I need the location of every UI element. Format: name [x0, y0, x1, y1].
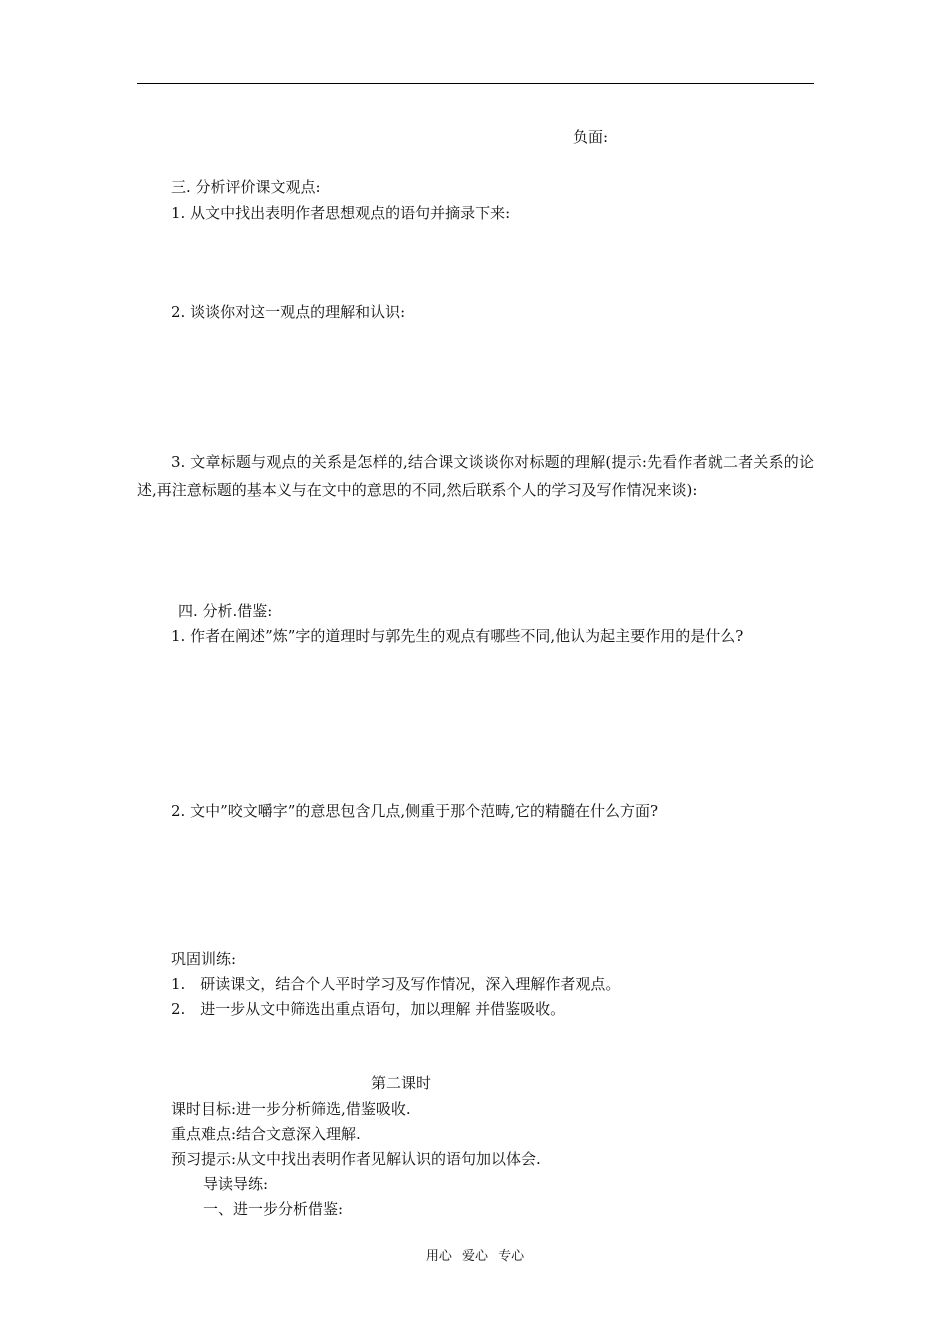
lesson2-step-1: 一、进一步分析借鉴: — [203, 1200, 344, 1218]
practice-item-1: 1. 研读课文，结合个人平时学习及写作情况，深入理解作者观点。 — [171, 975, 621, 993]
lesson2-preview: 预习提示:从文中找出表明作者见解认识的语句加以体会. — [171, 1150, 541, 1168]
lesson2-title: 第二课时 — [371, 1074, 432, 1092]
section3-question-3: 3. 文章标题与观点的关系是怎样的,结合课文谈谈你对标题的理解(提示:先看作者就二者关系的论述,再注意标题的基本义与在文中的意思的不同,然后联系个人的学习及写作情况来谈): — [137, 453, 814, 499]
lesson2-guide: 导读导练: — [203, 1175, 269, 1193]
practice-heading: 巩固训练: — [171, 950, 237, 968]
practice-item-2: 2. 进一步从文中筛选出重点语句，加以理解 并借鉴吸收。 — [171, 1000, 566, 1018]
page-footer: 用心 爱心 专心 — [425, 1249, 525, 1264]
section3-question-1: 1. 从文中找出表明作者思想观点的语句并摘录下来: — [171, 204, 511, 222]
header-note: 负面: — [573, 128, 609, 146]
section3-heading: 三. 分析评价课文观点: — [171, 178, 321, 196]
header-rule — [137, 83, 814, 84]
section4-question-2: 2. 文中”咬文嚼字”的意思包含几点,侧重于那个范畴,它的精髓在什么方面? — [171, 802, 658, 820]
section4-question-1: 1. 作者在阐述”炼”字的道理时与郭先生的观点有哪些不同,他认为起主要作用的是什么? — [171, 627, 744, 645]
section3-question-2: 2. 谈谈你对这一观点的理解和认识: — [171, 303, 406, 321]
section4-heading: 四. 分析.借鉴: — [178, 602, 273, 620]
lesson2-goal: 课时目标:进一步分析筛选,借鉴吸收. — [171, 1100, 411, 1118]
lesson2-key-point: 重点难点:结合文意深入理解. — [171, 1125, 361, 1143]
